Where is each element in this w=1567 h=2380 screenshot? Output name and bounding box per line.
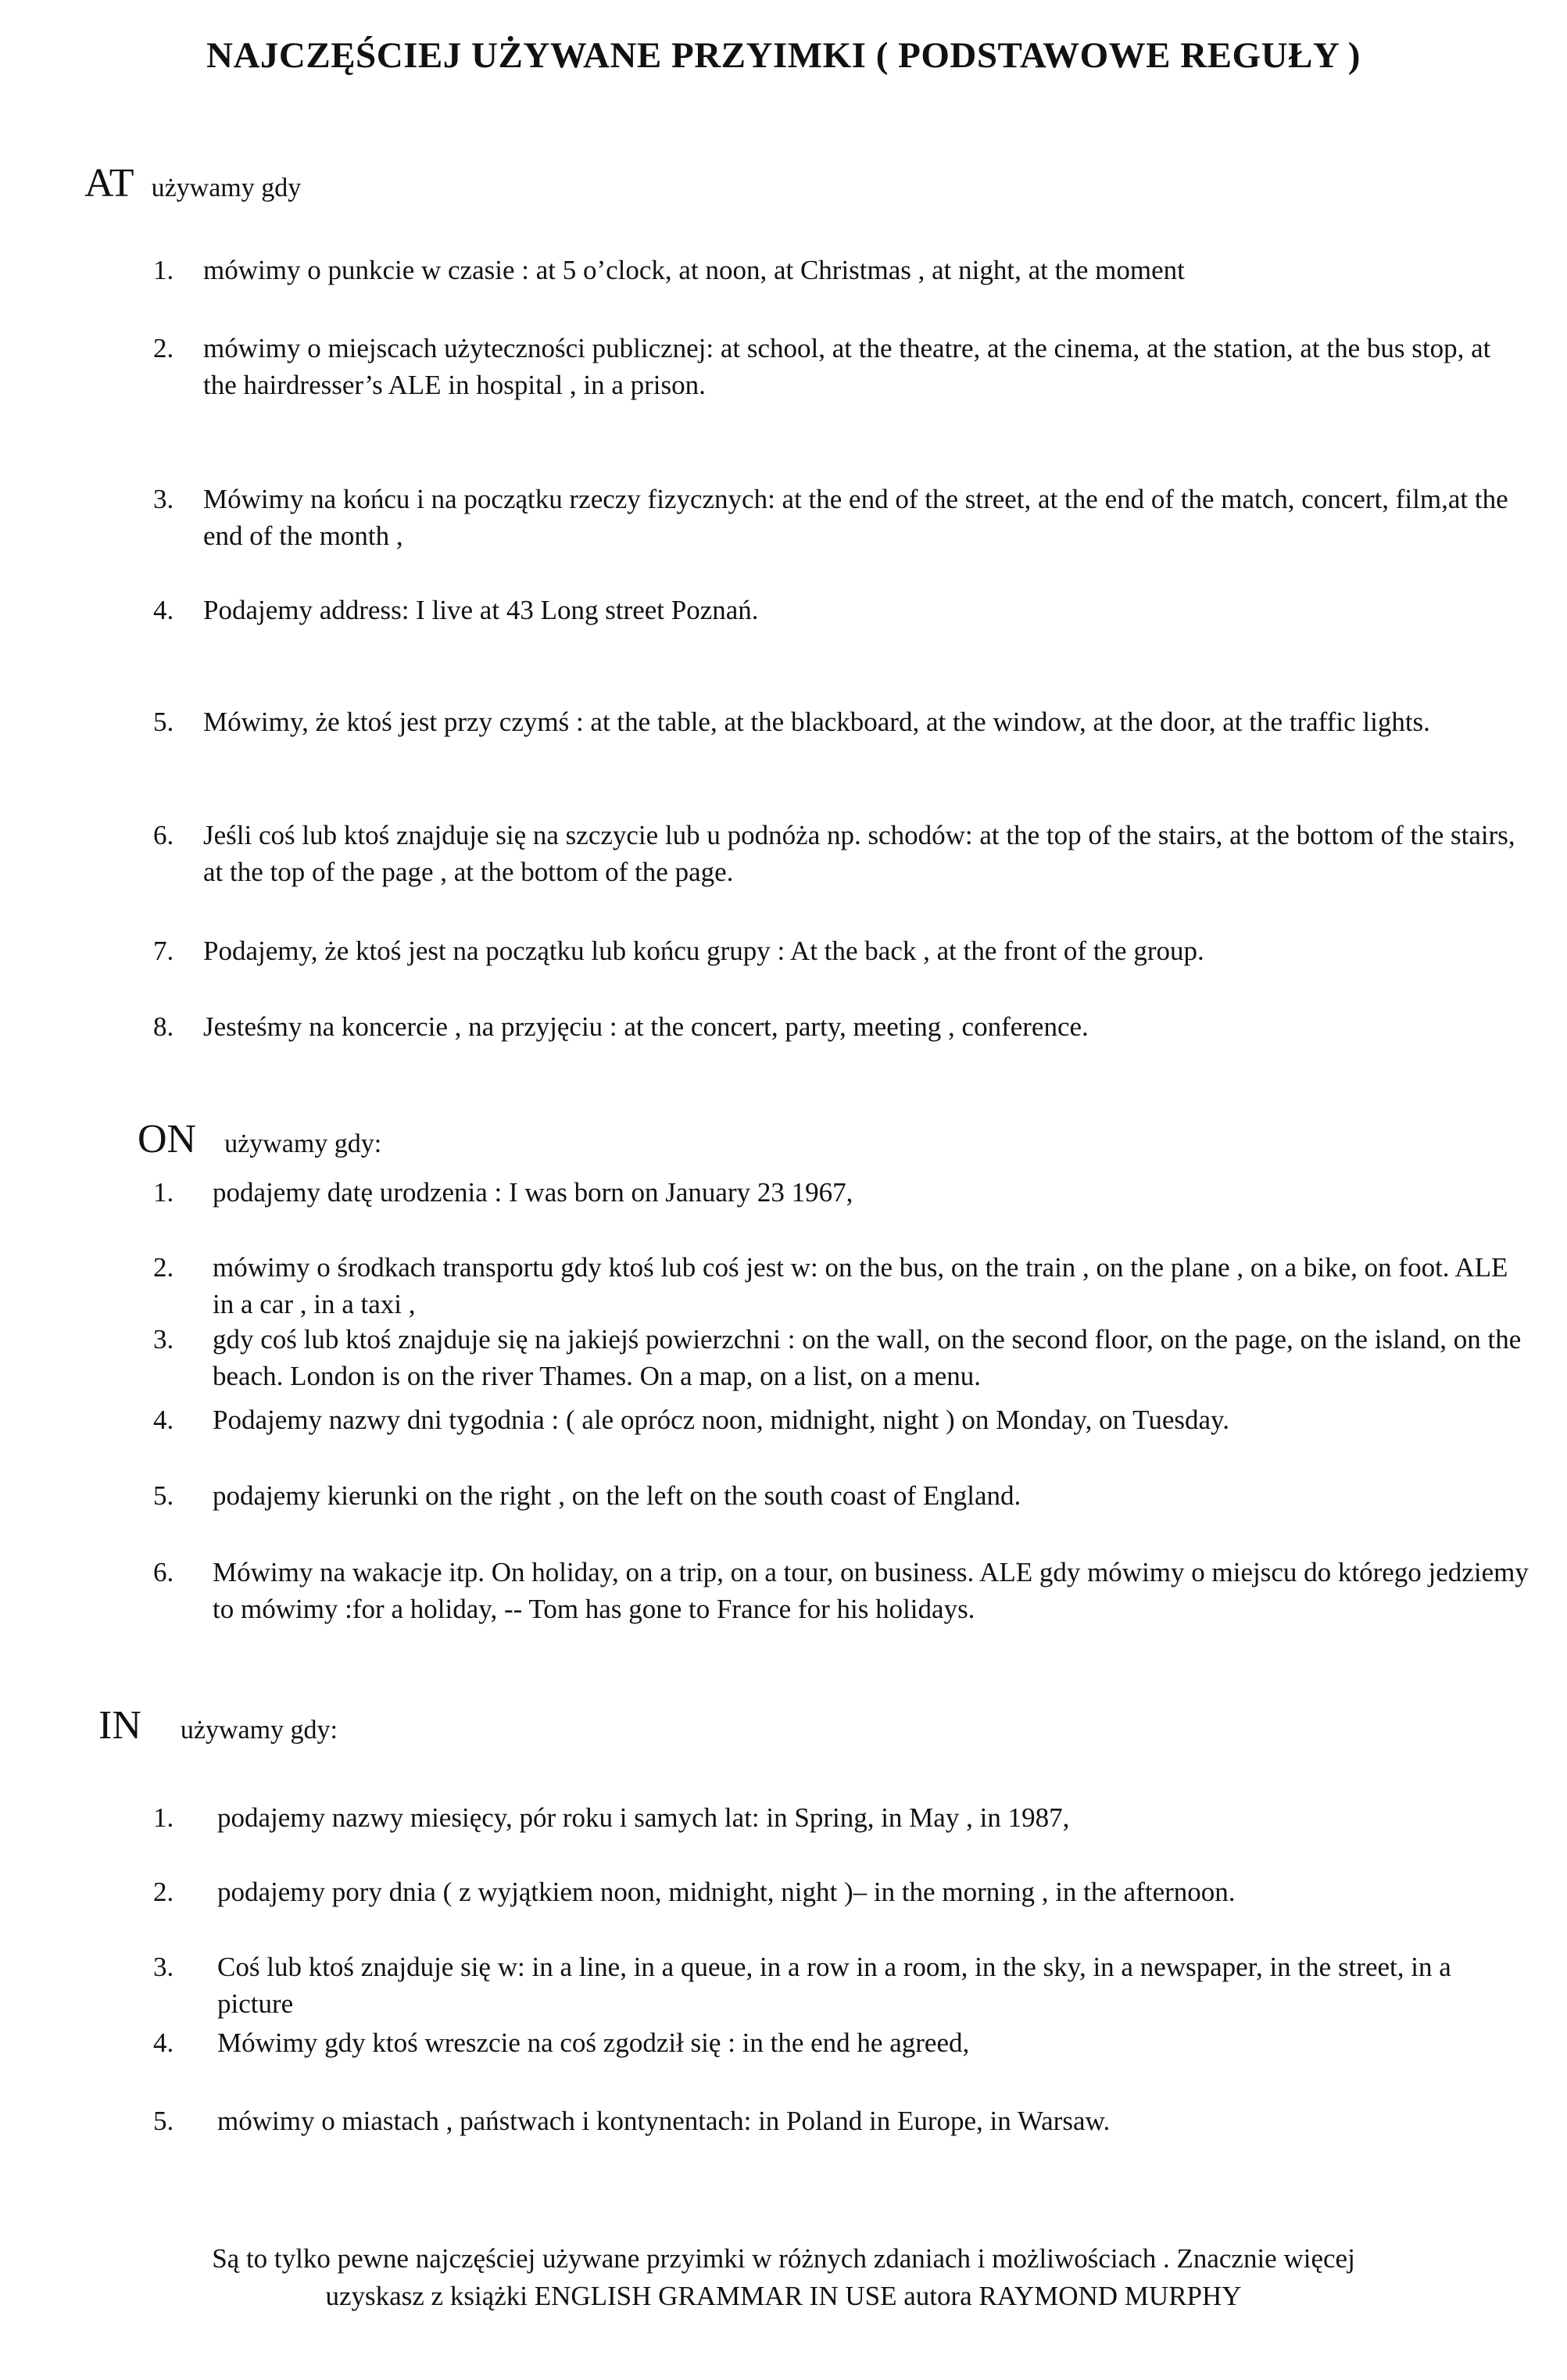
- item-text: podajemy nazwy miesięcy, pór roku i samych lat: in Spring, in May , in 1987,: [217, 1802, 1070, 1833]
- item-number: 8.: [153, 1011, 174, 1042]
- item-text: Coś lub ktoś znajduje się w: in a line, in a queue, in a row in a room, in the sky, in a newspaper, in the street, in a picture: [217, 1952, 1451, 2019]
- item-text: gdy coś lub ktoś znajduje się na jakiejś powierzchni : on the wall, on the second floor, on the page, on the island, on the beach. London is on the river Thames. On a map, on a list, on a menu.: [213, 1324, 1522, 1391]
- item-text: podajemy datę urodzenia : I was born on January 23 1967,: [213, 1177, 853, 1208]
- item-text: Mówimy, że ktoś jest przy czymś : at the table, at the blackboard, at the window, at the door, at the traffic lights.: [203, 707, 1430, 737]
- preposition-keyword: IN: [98, 1703, 141, 1748]
- item-text: Podajemy nazwy dni tygodnia : ( ale oprócz noon, midnight, night ) on Monday, on Tuesday.: [213, 1405, 1229, 1435]
- item-text: Mówimy gdy ktoś wreszcie na coś zgodził się : in the end he agreed,: [217, 2027, 970, 2058]
- item-number: 3.: [153, 1952, 174, 1982]
- item-number: 2.: [153, 1877, 174, 1907]
- item-number: 6.: [153, 820, 174, 850]
- item-text: Mówimy na końcu i na początku rzeczy fizycznych: at the end of the street, at the end of the match, concert, film,at the end of the month ,: [203, 484, 1508, 551]
- item-number: 5.: [153, 1480, 174, 1511]
- item-number: 4.: [153, 1405, 174, 1435]
- item-number: 4.: [153, 595, 174, 625]
- item-text: Podajemy, że ktoś jest na początku lub końcu grupy : At the back , at the front of the group.: [203, 936, 1204, 966]
- preposition-keyword: ON: [138, 1117, 197, 1161]
- item-number: 4.: [153, 2027, 174, 2058]
- item-number: 1.: [153, 1177, 174, 1208]
- item-text: podajemy kierunki on the right , on the left on the south coast of England.: [213, 1480, 1021, 1511]
- item-number: 1.: [153, 1802, 174, 1833]
- item-number: 2.: [153, 1252, 174, 1283]
- item-number: 5.: [153, 707, 174, 737]
- item-number: 2.: [153, 333, 174, 363]
- item-number: 7.: [153, 936, 174, 966]
- item-text: podajemy pory dnia ( z wyjątkiem noon, midnight, night )– in the morning , in the afternoon.: [217, 1877, 1236, 1907]
- item-text: Jesteśmy na koncercie , na przyjęciu : at the concert, party, meeting , conference.: [203, 1011, 1089, 1042]
- item-text: mówimy o środkach transportu gdy ktoś lub coś jest w: on the bus, on the train , on the plane , on a bike, on foot. ALE in a car , in a taxi ,: [213, 1252, 1508, 1319]
- item-text: mówimy o miastach , państwach i kontynentach: in Poland in Europe, in Warsaw.: [217, 2106, 1111, 2136]
- section-heading: [84, 160, 301, 206]
- item-number: 6.: [153, 1557, 174, 1587]
- item-number: 1.: [153, 255, 174, 285]
- item-text: mówimy o punkcie w czasie : at 5 o’clock, at noon, at Christmas , at night, at the moment: [203, 255, 1185, 285]
- footer-line: uzyskasz z książki ENGLISH GRAMMAR IN USE autora RAYMOND MURPHY: [325, 2281, 1242, 2311]
- footer-note: [0, 2240, 1567, 2315]
- item-number: 3.: [153, 484, 174, 514]
- item-number: 3.: [153, 1324, 174, 1355]
- item-text: mówimy o miejscach użyteczności publicznej: at school, at the theatre, at the cinema, at the station, at the bus stop, at the hairdresser’s ALE in hospital , in a prison.: [203, 333, 1491, 400]
- item-number: 5.: [153, 2106, 174, 2136]
- section-heading: [138, 1116, 381, 1162]
- item-text: Jeśli coś lub ktoś znajduje się na szczycie lub u podnóża np. schodów: at the top of the stairs, at the bottom of the stairs, at the top of the page , at the bottom of the page.: [203, 820, 1515, 887]
- section-subtitle: używamy gdy:: [224, 1129, 382, 1158]
- section-subtitle: używamy gdy: [151, 174, 302, 202]
- item-text: Mówimy na wakacje itp. On holiday, on a trip, on a tour, on business. ALE gdy mówimy o miejscu do którego jedziemy to mówimy :for a holiday, -- Tom has gone to France for his holidays.: [213, 1557, 1529, 1624]
- preposition-keyword: AT: [84, 161, 134, 206]
- footer-line: Są to tylko pewne najczęściej używane przyimki w różnych zdaniach i możliwościach . Znacznie więcej: [212, 2243, 1355, 2274]
- section-subtitle: używamy gdy:: [180, 1716, 338, 1745]
- section-heading: [98, 1702, 338, 1748]
- item-text: Podajemy address: I live at 43 Long street Poznań.: [203, 595, 759, 625]
- page-title: NAJCZĘŚCIEJ UŻYWANE PRZYIMKI ( PODSTAWOWE REGUŁY ): [206, 35, 1361, 76]
